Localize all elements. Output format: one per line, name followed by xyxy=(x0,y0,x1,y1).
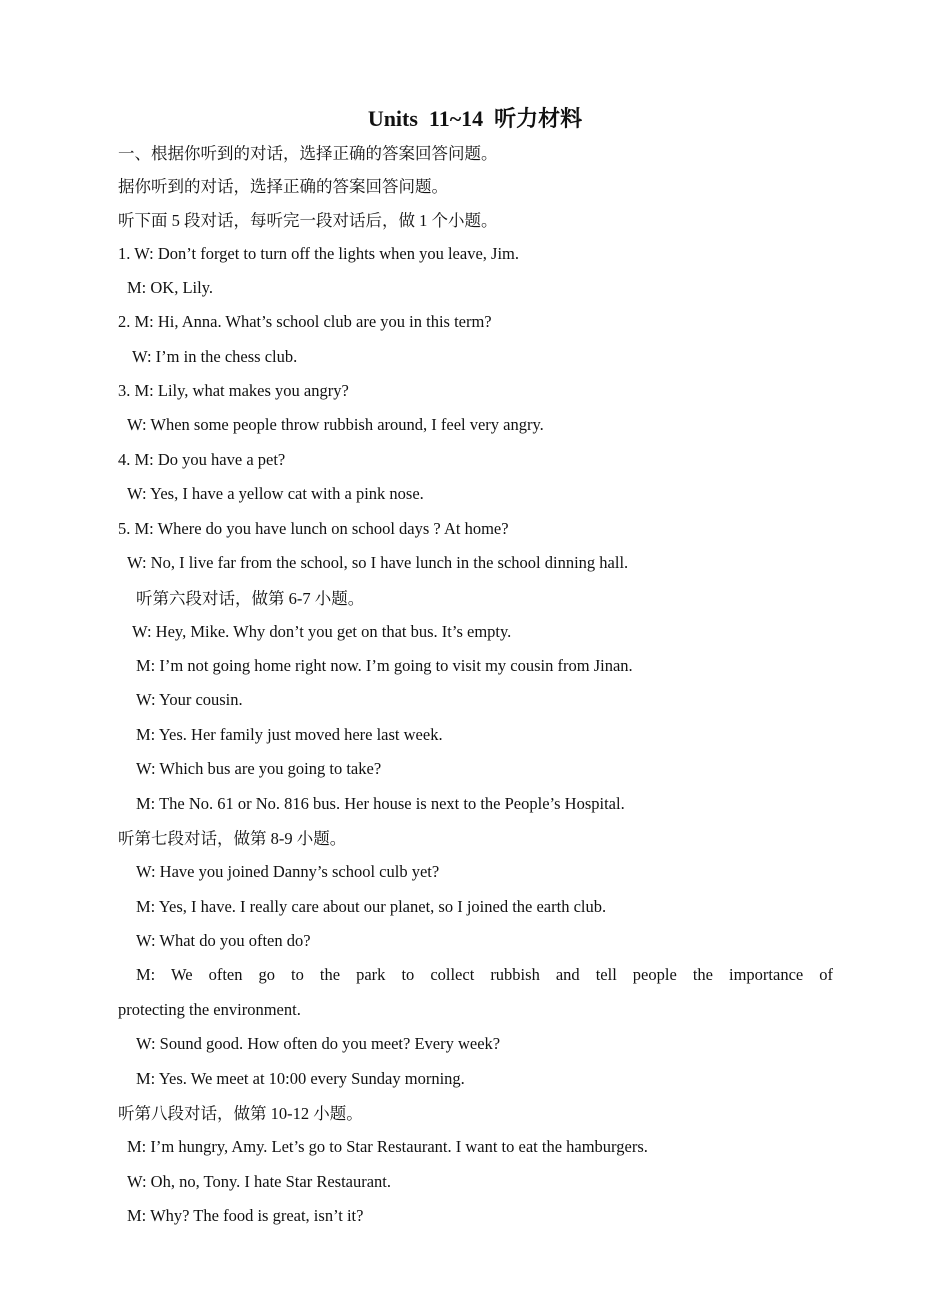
dialogue-line: 4. M: Do you have a pet? xyxy=(118,450,286,469)
dialogue-line: W: No, I live far from the school, so I have lunch in the school dinning hall. xyxy=(127,553,629,572)
section-instruction: 一、根据你听到的对话，选择正确的答案回答问题。 xyxy=(118,144,498,163)
dialogue-line: M: Yes, I have. I really care about our planet, so I joined the earth club. xyxy=(136,897,607,916)
dialogue-line: M: We often go to the park to collect rubbish and tell people the importance of xyxy=(136,965,833,984)
dialogue-line: W: When some people throw rubbish around, I feel very angry. xyxy=(127,415,544,434)
dialogue-line: 3. M: Lily, what makes you angry? xyxy=(118,381,349,400)
dialogue-line: protecting the environment. xyxy=(118,1000,301,1019)
dialogue-line: W: Which bus are you going to take? xyxy=(136,759,382,778)
section-heading: 听第六段对话，做第 6-7 小题。 xyxy=(136,589,365,608)
dialogue-line: M: I’m not going home right now. I’m going to visit my cousin from Jinan. xyxy=(136,656,633,675)
dialogue-line: 1. W: Don’t forget to turn off the lights when you leave, Jim. xyxy=(118,244,519,263)
dialogue-line: M: OK, Lily. xyxy=(127,278,214,297)
dialogue-line: W: Your cousin. xyxy=(136,690,243,709)
dialogue-line: W: I’m in the chess club. xyxy=(132,347,298,366)
dialogue-line: W: Yes, I have a yellow cat with a pink nose. xyxy=(127,484,424,503)
section-heading: 听第八段对话，做第 10-12 小题。 xyxy=(118,1104,363,1123)
dialogue-line: 5. M: Where do you have lunch on school days ? At home? xyxy=(118,519,509,538)
section-instruction: 听下面 5 段对话，每听完一段对话后，做 1 个小题。 xyxy=(118,211,498,230)
document-title: Units 11~14 听力材料 xyxy=(367,106,583,131)
dialogue-line: W: What do you often do? xyxy=(136,931,311,950)
dialogue-line: M: I’m hungry, Amy. Let’s go to Star Restaurant. I want to eat the hamburgers. xyxy=(127,1137,648,1156)
section-instruction: 据你听到的对话，选择正确的答案回答问题。 xyxy=(118,177,448,196)
dialogue-line: W: Hey, Mike. Why don’t you get on that bus. It’s empty. xyxy=(132,622,512,641)
section-heading: 听第七段对话，做第 8-9 小题。 xyxy=(118,829,347,848)
dialogue-line: M: Why? The food is great, isn’t it? xyxy=(127,1206,364,1225)
dialogue-line: W: Have you joined Danny’s school culb yet? xyxy=(136,862,440,881)
dialogue-line: W: Sound good. How often do you meet? Every week? xyxy=(136,1034,501,1053)
dialogue-line: M: Yes. We meet at 10:00 every Sunday morning. xyxy=(136,1069,465,1088)
dialogue-line: W: Oh, no, Tony. I hate Star Restaurant. xyxy=(127,1172,392,1191)
dialogue-line: 2. M: Hi, Anna. What’s school club are you in this term? xyxy=(118,312,492,331)
dialogue-line: M: Yes. Her family just moved here last week. xyxy=(136,725,443,744)
dialogue-line: M: The No. 61 or No. 816 bus. Her house is next to the People’s Hospital. xyxy=(136,794,625,813)
